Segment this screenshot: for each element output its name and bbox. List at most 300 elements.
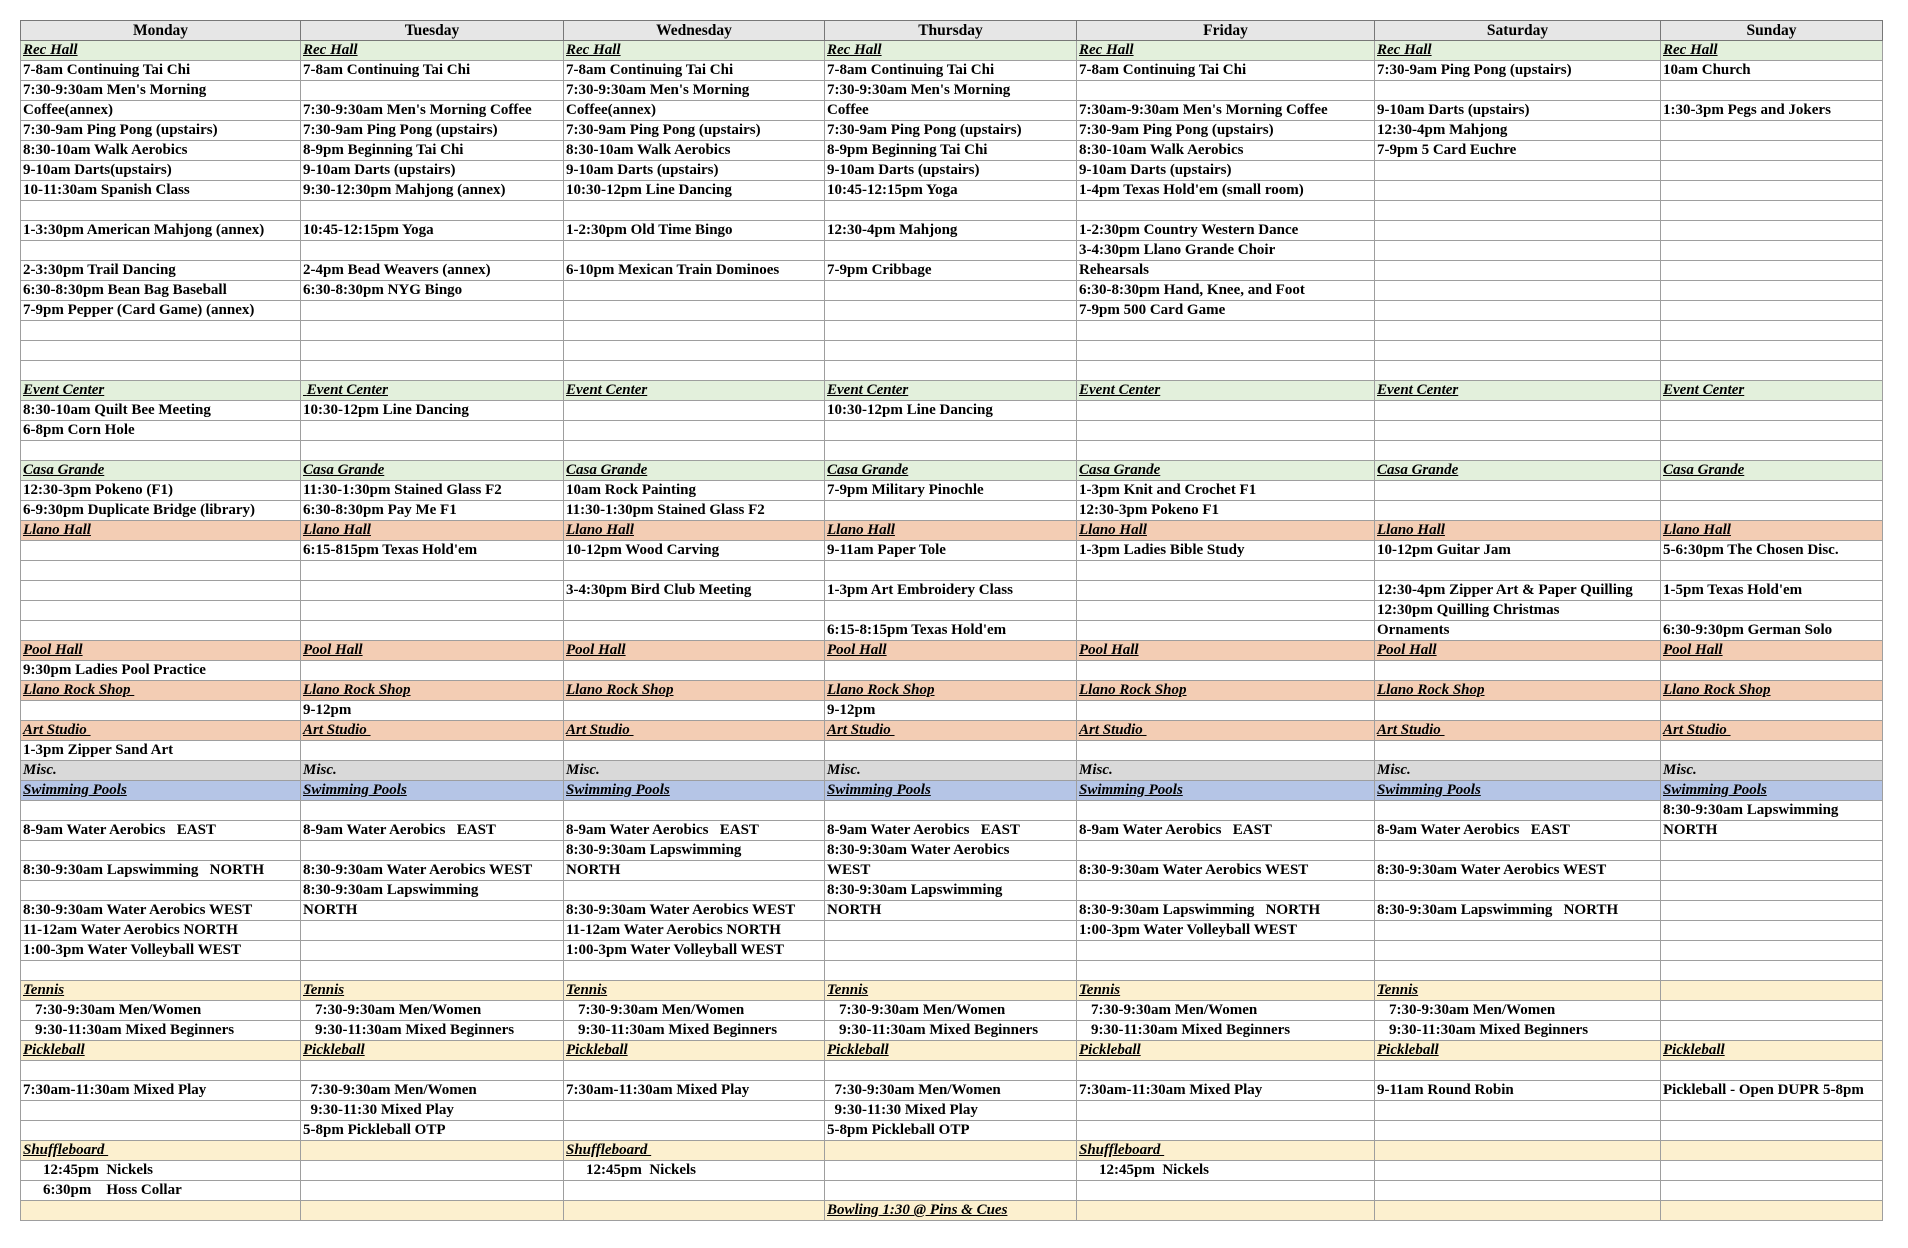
schedule-cell-thursday [825,941,1077,961]
schedule-cell-wednesday: 11:30-1:30pm Stained Glass F2 [564,501,825,521]
schedule-cell-monday: 7-9pm Pepper (Card Game) (annex) [21,301,301,321]
section-label-sunday: Swimming Pools [1661,781,1883,801]
schedule-cell-monday [21,341,301,361]
schedule-cell-tuesday: 6:30-8:30pm NYG Bingo [301,281,564,301]
schedule-cell-sunday: 5-6:30pm The Chosen Disc. [1661,541,1883,561]
schedule-row [21,561,1883,581]
schedule-cell-thursday [825,201,1077,221]
section-label-sunday: Llano Hall [1661,521,1883,541]
day-header-row [21,21,1883,41]
schedule-cell-tuesday [301,241,564,261]
schedule-cell-tuesday [301,621,564,641]
schedule-cell-wednesday: 7:30-9:30am Men's Morning [564,81,825,101]
day-header-monday: Monday [21,21,301,41]
section-label-tuesday: Casa Grande [301,461,564,481]
section-label-saturday: Pickleball [1375,1041,1661,1061]
schedule-cell-wednesday: 8:30-10am Walk Aerobics [564,141,825,161]
schedule-cell-friday: 1-3pm Knit and Crochet F1 [1077,481,1375,501]
schedule-row [21,881,1883,901]
schedule-cell-saturday [1375,261,1661,281]
schedule-cell-friday [1077,801,1375,821]
schedule-row [21,401,1883,421]
schedule-cell-tuesday [301,201,564,221]
schedule-cell-saturday [1375,321,1661,341]
schedule-cell-thursday: 9:30-11:30am Mixed Beginners [825,1021,1077,1041]
schedule-cell-thursday: 7:30-9am Ping Pong (upstairs) [825,121,1077,141]
section-label-friday: Tennis [1077,981,1375,1001]
schedule-cell-thursday: 8:30-9:30am Water Aerobics [825,841,1077,861]
schedule-row [21,281,1883,301]
schedule-cell-tuesday: 9-10am Darts (upstairs) [301,161,564,181]
section-label-monday: Tennis [21,981,301,1001]
schedule-cell-saturday [1375,501,1661,521]
schedule-cell-monday [21,201,301,221]
schedule-cell-monday [21,601,301,621]
section-label-tuesday: Llano Rock Shop [301,681,564,701]
schedule-cell-friday [1077,1061,1375,1081]
schedule-cell-friday: 8:30-9:30am Lapswimming NORTH [1077,901,1375,921]
section-label-monday: Llano Hall [21,521,301,541]
schedule-cell-thursday: 12:30-4pm Mahjong [825,221,1077,241]
schedule-row [21,361,1883,381]
schedule-cell-sunday [1661,201,1883,221]
schedule-row [21,541,1883,561]
schedule-cell-tuesday: 8-9am Water Aerobics EAST [301,821,564,841]
schedule-cell-friday [1077,841,1375,861]
schedule-cell-monday [21,801,301,821]
schedule-cell-tuesday [301,81,564,101]
schedule-cell-friday [1077,621,1375,641]
schedule-cell-wednesday: 7:30am-11:30am Mixed Play [564,1081,825,1101]
schedule-cell-sunday [1661,701,1883,721]
schedule-cell-thursday [825,1181,1077,1201]
schedule-cell-friday: 9:30-11:30am Mixed Beginners [1077,1021,1375,1041]
schedule-cell-saturday [1375,201,1661,221]
schedule-cell-sunday: 1:30-3pm Pegs and Jokers [1661,101,1883,121]
schedule-row [21,441,1883,461]
section-label-sunday: Llano Rock Shop [1661,681,1883,701]
schedule-cell-monday: 6-8pm Corn Hole [21,421,301,441]
schedule-row [21,961,1883,981]
section-label-wednesday: Casa Grande [564,461,825,481]
schedule-cell-wednesday [564,741,825,761]
schedule-row [21,1121,1883,1141]
schedule-cell-sunday [1661,321,1883,341]
section-label-friday: Shuffleboard [1077,1141,1375,1161]
schedule-cell-tuesday [301,361,564,381]
schedule-cell-tuesday: 7:30-9:30am Men/Women [301,1001,564,1021]
section-label-sunday: Casa Grande [1661,461,1883,481]
schedule-cell-wednesday [564,701,825,721]
schedule-cell-monday [21,621,301,641]
schedule-cell-thursday [825,921,1077,941]
schedule-row [21,1081,1883,1101]
section-label-sunday [1661,981,1883,1001]
schedule-cell-thursday [825,341,1077,361]
schedule-cell-tuesday: 8:30-9:30am Lapswimming [301,881,564,901]
schedule-cell-saturday: 7:30-9am Ping Pong (upstairs) [1375,61,1661,81]
schedule-cell-wednesday [564,421,825,441]
schedule-cell-thursday: NORTH [825,901,1077,921]
section-label-saturday: Casa Grande [1375,461,1661,481]
section-header-row [21,41,1883,61]
schedule-cell-sunday [1661,881,1883,901]
schedule-cell-tuesday: 9:30-12:30pm Mahjong (annex) [301,181,564,201]
section-label-wednesday: Pool Hall [564,641,825,661]
schedule-cell-thursday [825,361,1077,381]
schedule-cell-friday: 7-8am Continuing Tai Chi [1077,61,1375,81]
schedule-cell-thursday: 9-10am Darts (upstairs) [825,161,1077,181]
schedule-row [21,421,1883,441]
schedule-cell-wednesday [564,241,825,261]
section-label-thursday: Casa Grande [825,461,1077,481]
schedule-cell-wednesday: 7-8am Continuing Tai Chi [564,61,825,81]
section-label-friday: Pickleball [1077,1041,1375,1061]
schedule-cell-tuesday: 10:45-12:15pm Yoga [301,221,564,241]
schedule-cell-sunday [1661,1201,1883,1221]
schedule-cell-thursday: 7-9pm Military Pinochle [825,481,1077,501]
schedule-cell-wednesday: 8:30-9:30am Water Aerobics WEST [564,901,825,921]
schedule-cell-sunday [1661,601,1883,621]
schedule-cell-sunday [1661,561,1883,581]
schedule-cell-friday [1077,341,1375,361]
day-header-thursday: Thursday [825,21,1077,41]
schedule-row [21,661,1883,681]
schedule-cell-sunday [1661,281,1883,301]
schedule-row [21,1061,1883,1081]
schedule-cell-tuesday: 7:30-9:30am Men's Morning Coffee [301,101,564,121]
schedule-cell-sunday: 6:30-9:30pm German Solo [1661,621,1883,641]
schedule-cell-monday [21,841,301,861]
section-label-monday: Casa Grande [21,461,301,481]
section-label-friday: Llano Rock Shop [1077,681,1375,701]
schedule-cell-sunday [1661,161,1883,181]
schedule-cell-friday: 8-9am Water Aerobics EAST [1077,821,1375,841]
section-header-row [21,461,1883,481]
schedule-cell-friday: 9-10am Darts (upstairs) [1077,161,1375,181]
schedule-cell-saturday [1375,1121,1661,1141]
section-header-row [21,1141,1883,1161]
section-label-tuesday: Art Studio [301,721,564,741]
section-label-friday: Pool Hall [1077,641,1375,661]
schedule-cell-monday [21,1061,301,1081]
schedule-cell-friday: 7:30am-9:30am Men's Morning Coffee [1077,101,1375,121]
schedule-row [21,261,1883,281]
section-label-tuesday: Rec Hall [301,41,564,61]
schedule-cell-monday: 10-11:30am Spanish Class [21,181,301,201]
schedule-cell-tuesday [301,841,564,861]
schedule-cell-monday: 6:30-8:30pm Bean Bag Baseball [21,281,301,301]
schedule-cell-saturday [1375,1161,1661,1181]
schedule-cell-saturday [1375,181,1661,201]
section-label-wednesday: Llano Rock Shop [564,681,825,701]
schedule-cell-wednesday [564,301,825,321]
schedule-cell-saturday [1375,921,1661,941]
schedule-cell-wednesday [564,1201,825,1221]
schedule-cell-tuesday: 10:30-12pm Line Dancing [301,401,564,421]
schedule-cell-saturday: 7-9pm 5 Card Euchre [1375,141,1661,161]
schedule-cell-monday: 1-3:30pm American Mahjong (annex) [21,221,301,241]
schedule-row [21,1201,1883,1221]
schedule-cell-sunday [1661,861,1883,881]
schedule-cell-wednesday [564,281,825,301]
schedule-cell-saturday [1375,701,1661,721]
section-label-monday: Shuffleboard [21,1141,301,1161]
schedule-cell-thursday: 7-9pm Cribbage [825,261,1077,281]
schedule-body [21,41,1883,1221]
section-label-tuesday: Pickleball [301,1041,564,1061]
section-label-monday: Event Center [21,381,301,401]
schedule-cell-thursday: WEST [825,861,1077,881]
schedule-cell-thursday [825,321,1077,341]
section-label-wednesday: Art Studio [564,721,825,741]
schedule-cell-saturday: 8:30-9:30am Lapswimming NORTH [1375,901,1661,921]
schedule-cell-sunday [1661,741,1883,761]
schedule-cell-monday [21,361,301,381]
schedule-cell-thursday: 9:30-11:30 Mixed Play [825,1101,1077,1121]
schedule-cell-tuesday [301,581,564,601]
section-label-thursday: Art Studio [825,721,1077,741]
schedule-cell-tuesday: 7:30-9:30am Men/Women [301,1081,564,1101]
schedule-cell-friday: 7:30am-11:30am Mixed Play [1077,1081,1375,1101]
schedule-cell-saturday: 8-9am Water Aerobics EAST [1375,821,1661,841]
section-label-sunday: Art Studio [1661,721,1883,741]
schedule-cell-friday [1077,601,1375,621]
schedule-cell-monday: 1:00-3pm Water Volleyball WEST [21,941,301,961]
schedule-cell-wednesday: 8:30-9:30am Lapswimming [564,841,825,861]
schedule-cell-sunday [1661,1001,1883,1021]
section-label-friday: Swimming Pools [1077,781,1375,801]
section-label-wednesday: Tennis [564,981,825,1001]
schedule-cell-friday [1077,581,1375,601]
section-label-wednesday: Pickleball [564,1041,825,1061]
schedule-cell-sunday: 8:30-9:30am Lapswimming [1661,801,1883,821]
schedule-cell-saturday [1375,161,1661,181]
schedule-cell-monday: 2-3:30pm Trail Dancing [21,261,301,281]
schedule-cell-monday: Misc. [21,761,301,781]
schedule-cell-sunday [1661,301,1883,321]
schedule-cell-friday: 12:30-3pm Pokeno F1 [1077,501,1375,521]
schedule-cell-monday: 12:45pm Nickels [21,1161,301,1181]
section-label-thursday: Swimming Pools [825,781,1077,801]
schedule-cell-saturday: 7:30-9:30am Men/Women [1375,1001,1661,1021]
schedule-cell-friday [1077,1201,1375,1221]
schedule-cell-monday: 11-12am Water Aerobics NORTH [21,921,301,941]
schedule-cell-sunday [1661,961,1883,981]
schedule-cell-monday [21,561,301,581]
section-label-thursday: Llano Rock Shop [825,681,1077,701]
schedule-cell-thursday [825,961,1077,981]
section-label-thursday: Pickleball [825,1041,1077,1061]
section-label-saturday: Pool Hall [1375,641,1661,661]
schedule-cell-sunday [1661,421,1883,441]
schedule-cell-thursday: Bowling 1:30 @ Pins & Cues [825,1201,1077,1221]
schedule-cell-tuesday: 11:30-1:30pm Stained Glass F2 [301,481,564,501]
schedule-cell-saturday: 12:30-4pm Mahjong [1375,121,1661,141]
schedule-cell-friday [1077,741,1375,761]
schedule-cell-wednesday [564,1061,825,1081]
schedule-cell-wednesday [564,1101,825,1121]
section-label-saturday: Llano Rock Shop [1375,681,1661,701]
schedule-row [21,1001,1883,1021]
schedule-cell-thursday: 1-3pm Art Embroidery Class [825,581,1077,601]
schedule-cell-sunday [1661,121,1883,141]
schedule-cell-saturday [1375,741,1661,761]
schedule-cell-sunday: 10am Church [1661,61,1883,81]
schedule-cell-monday [21,881,301,901]
schedule-cell-wednesday [564,801,825,821]
schedule-cell-friday [1077,441,1375,461]
schedule-cell-saturday [1375,661,1661,681]
schedule-cell-wednesday: 8-9am Water Aerobics EAST [564,821,825,841]
section-label-friday: Casa Grande [1077,461,1375,481]
section-label-tuesday [301,1141,564,1161]
schedule-cell-wednesday: 9-10am Darts (upstairs) [564,161,825,181]
schedule-row [21,101,1883,121]
schedule-cell-wednesday: 12:45pm Nickels [564,1161,825,1181]
schedule-row [21,741,1883,761]
schedule-cell-sunday: 1-5pm Texas Hold'em [1661,581,1883,601]
schedule-cell-tuesday [301,741,564,761]
schedule-row [21,121,1883,141]
section-label-wednesday: Rec Hall [564,41,825,61]
section-label-tuesday: Pool Hall [301,641,564,661]
schedule-cell-monday: 7:30-9am Ping Pong (upstairs) [21,121,301,141]
schedule-cell-friday: 1-2:30pm Country Western Dance [1077,221,1375,241]
schedule-cell-wednesday: 9:30-11:30am Mixed Beginners [564,1021,825,1041]
schedule-cell-saturday [1375,841,1661,861]
schedule-cell-friday [1077,81,1375,101]
schedule-cell-friday [1077,661,1375,681]
schedule-cell-tuesday [301,601,564,621]
section-label-tuesday: Llano Hall [301,521,564,541]
section-label-saturday: Event Center [1375,381,1661,401]
schedule-cell-friday [1077,1101,1375,1121]
schedule-cell-tuesday: 5-8pm Pickleball OTP [301,1121,564,1141]
schedule-cell-sunday [1661,181,1883,201]
schedule-cell-thursday [825,561,1077,581]
schedule-cell-monday: 7-8am Continuing Tai Chi [21,61,301,81]
schedule-cell-thursday: 6:15-8:15pm Texas Hold'em [825,621,1077,641]
schedule-cell-saturday [1375,961,1661,981]
schedule-cell-tuesday: 8:30-9:30am Water Aerobics WEST [301,861,564,881]
schedule-cell-monday [21,441,301,461]
schedule-cell-wednesday: 3-4:30pm Bird Club Meeting [564,581,825,601]
schedule-row [21,601,1883,621]
schedule-cell-friday: 7:30-9am Ping Pong (upstairs) [1077,121,1375,141]
schedule-cell-friday [1077,321,1375,341]
schedule-cell-thursday: 7:30-9:30am Men's Morning [825,81,1077,101]
section-label-thursday: Pool Hall [825,641,1077,661]
schedule-cell-monday: Coffee(annex) [21,101,301,121]
schedule-cell-friday [1077,1181,1375,1201]
schedule-cell-wednesday [564,441,825,461]
section-label-monday: Rec Hall [21,41,301,61]
schedule-cell-sunday [1661,441,1883,461]
schedule-cell-thursday: 7:30-9:30am Men/Women [825,1001,1077,1021]
schedule-row [21,901,1883,921]
schedule-cell-monday [21,321,301,341]
schedule-table [20,20,1883,1221]
schedule-cell-sunday [1661,501,1883,521]
schedule-cell-friday [1077,881,1375,901]
schedule-cell-sunday [1661,661,1883,681]
section-header-row [21,641,1883,661]
schedule-cell-monday [21,1201,301,1221]
schedule-cell-wednesday [564,881,825,901]
schedule-cell-saturday [1375,561,1661,581]
schedule-cell-friday [1077,361,1375,381]
schedule-cell-monday [21,541,301,561]
schedule-cell-tuesday: 9-12pm [301,701,564,721]
schedule-cell-sunday: Misc. [1661,761,1883,781]
schedule-cell-thursday: 5-8pm Pickleball OTP [825,1121,1077,1141]
schedule-cell-monday: 8:30-9:30am Lapswimming NORTH [21,861,301,881]
schedule-cell-thursday [825,1061,1077,1081]
schedule-cell-monday [21,581,301,601]
schedule-cell-friday: 1:00-3pm Water Volleyball WEST [1077,921,1375,941]
schedule-cell-saturday [1375,301,1661,321]
section-label-saturday: Swimming Pools [1375,781,1661,801]
schedule-cell-wednesday: 1:00-3pm Water Volleyball WEST [564,941,825,961]
schedule-cell-wednesday [564,321,825,341]
schedule-cell-thursday: 10:45-12:15pm Yoga [825,181,1077,201]
schedule-row [21,181,1883,201]
schedule-cell-sunday [1661,481,1883,501]
schedule-cell-saturday [1375,241,1661,261]
section-label-monday: Llano Rock Shop [21,681,301,701]
schedule-cell-thursday: 8-9am Water Aerobics EAST [825,821,1077,841]
schedule-cell-monday [21,241,301,261]
schedule-cell-thursday [825,741,1077,761]
schedule-cell-wednesday: 10am Rock Painting [564,481,825,501]
schedule-row [21,621,1883,641]
section-label-saturday: Rec Hall [1375,41,1661,61]
schedule-cell-sunday [1661,841,1883,861]
schedule-cell-saturday [1375,941,1661,961]
schedule-cell-sunday: Pickleball - Open DUPR 5-8pm [1661,1081,1883,1101]
schedule-cell-friday: 1-4pm Texas Hold'em (small room) [1077,181,1375,201]
schedule-cell-saturday [1375,1201,1661,1221]
schedule-cell-thursday [825,421,1077,441]
schedule-cell-thursday: 9-12pm [825,701,1077,721]
schedule-cell-monday: 7:30-9:30am Men/Women [21,1001,301,1021]
section-label-wednesday: Swimming Pools [564,781,825,801]
schedule-cell-saturday: Ornaments [1375,621,1661,641]
schedule-row [21,81,1883,101]
schedule-cell-saturday [1375,441,1661,461]
schedule-row [21,801,1883,821]
section-header-row [21,1041,1883,1061]
schedule-cell-sunday [1661,921,1883,941]
schedule-cell-monday [21,961,301,981]
schedule-cell-thursday [825,801,1077,821]
day-header-wednesday: Wednesday [564,21,825,41]
schedule-cell-saturday [1375,361,1661,381]
schedule-cell-wednesday [564,621,825,641]
schedule-row [21,821,1883,841]
section-label-wednesday: Shuffleboard [564,1141,825,1161]
schedule-cell-thursday: 9-11am Paper Tole [825,541,1077,561]
schedule-row [21,761,1883,781]
schedule-cell-sunday [1661,1181,1883,1201]
schedule-cell-tuesday: 7:30-9am Ping Pong (upstairs) [301,121,564,141]
schedule-row [21,841,1883,861]
schedule-row [21,341,1883,361]
schedule-cell-sunday [1661,901,1883,921]
schedule-cell-monday: 12:30-3pm Pokeno (F1) [21,481,301,501]
schedule-cell-friday [1077,941,1375,961]
